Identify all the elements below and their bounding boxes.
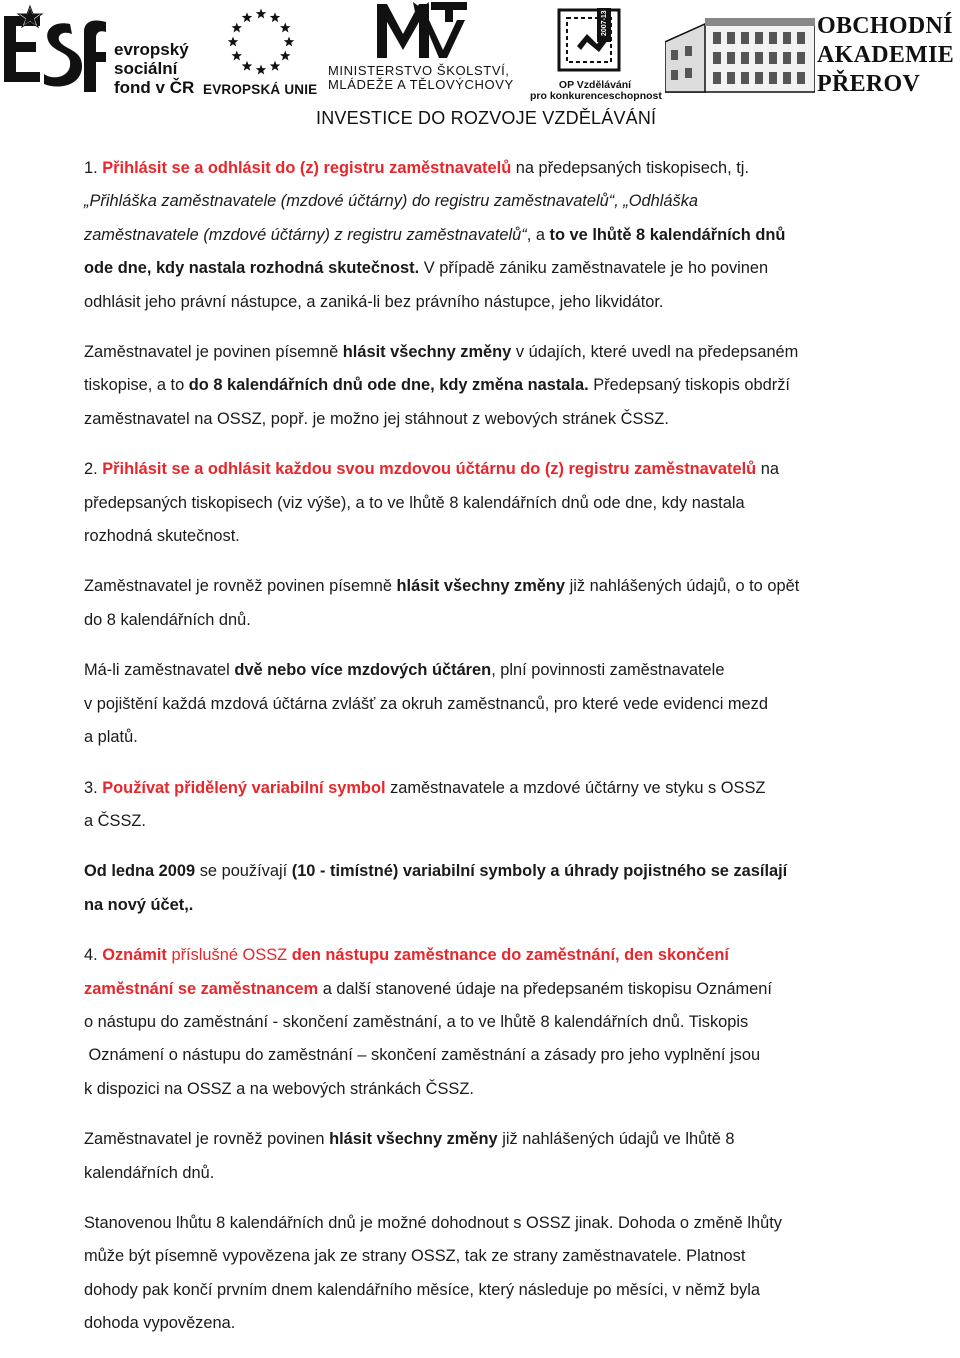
eu-star-icon xyxy=(284,37,294,47)
school-building-logo xyxy=(665,4,815,100)
text-line xyxy=(84,152,926,185)
bold-text: to ve lhůtě 8 kalendářních dnů xyxy=(549,225,786,244)
eu-star-icon xyxy=(270,12,280,22)
text-line: dohoda vypovězena. xyxy=(84,1314,236,1333)
eu-star-icon xyxy=(232,23,242,33)
text-line: Stanovenou lhůtu 8 kalendářních dnů je možné dohodnout s OSSZ jinak. Dohoda o změně lhůty xyxy=(84,1213,782,1232)
text-line xyxy=(84,369,926,402)
eu-star-icon xyxy=(256,9,266,19)
bold-text: dvě nebo více mzdových účtáren xyxy=(234,661,492,680)
list-number: 3. xyxy=(84,778,103,797)
eu-label: EVROPSKÁ UNIE xyxy=(203,82,318,97)
text-run: Zaměstnavatel je rovněž povinen xyxy=(84,1130,330,1149)
school-building-icon xyxy=(665,4,815,94)
msmt-line: MLÁDEŽE A TĚLOVÝCHOVY xyxy=(328,77,514,92)
eu-star-icon xyxy=(232,51,242,61)
text-run: se používají xyxy=(195,862,292,881)
text-line: dohody pak končí prvním dnem kalendářního měsíce, který následuje po měsíci, v němž byla xyxy=(84,1280,761,1299)
list-number: 1. xyxy=(84,159,103,177)
text-run: tiskopise, a to xyxy=(84,376,189,395)
text-line: rozhodná skutečnost. xyxy=(84,527,240,546)
op-line: OP Vzdělávání xyxy=(558,79,632,91)
list-number: 2. xyxy=(84,460,103,479)
text-line xyxy=(84,252,926,285)
eu-star-icon xyxy=(280,23,290,33)
text-run: již nahlášených údajů ve lhůtě 8 xyxy=(497,1130,735,1149)
esf-line: sociální xyxy=(114,59,178,78)
paragraph-10 xyxy=(84,1207,926,1341)
bold-text: Od ledna 2009 xyxy=(84,862,196,881)
paragraph-5 xyxy=(84,654,926,754)
msmt-monogram-icon xyxy=(373,0,469,60)
text-line: může být písemně vypovězena jak ze strany OSSZ, tak ze strany zaměstnavatele. Platnost xyxy=(84,1247,746,1266)
text-line: do 8 kalendářních dnů. xyxy=(84,610,251,629)
text-line xyxy=(84,855,926,888)
paragraph-4 xyxy=(84,570,926,637)
paragraph-6 xyxy=(84,772,926,839)
text-run: v údajích, které uvedl na předepsaném xyxy=(511,343,799,362)
text-line: v pojištění každá mzdová účtárna zvlášť za okruh zaměstnanců, pro které vede evidenci mezd xyxy=(84,694,768,713)
paragraph-3 xyxy=(84,453,926,553)
esf-text xyxy=(114,40,194,97)
school-name xyxy=(817,12,960,99)
text-line xyxy=(84,654,926,687)
text-run: a další stanovené údaje na předepsaném tiskopisu Oznámení xyxy=(318,979,772,998)
esf-mark-icon xyxy=(0,2,108,98)
paragraph-9 xyxy=(84,1123,926,1190)
highlight-text: den nástupu zaměstnance do zaměstnání, den skončení xyxy=(291,946,729,965)
bold-text: ode dne, kdy nastala rozhodná skutečnost. xyxy=(84,259,420,278)
bold-text: hlásit všechny změny xyxy=(396,577,566,596)
text-line xyxy=(84,570,926,603)
text-run: na xyxy=(756,460,779,479)
school-name-line: OBCHODNÍ xyxy=(817,13,953,39)
text-line: a ČSSZ. xyxy=(84,811,146,830)
op-logo xyxy=(527,6,662,102)
text-line xyxy=(84,219,926,252)
page-header xyxy=(0,0,960,140)
esf-line: evropský xyxy=(114,40,189,59)
esf-logo xyxy=(0,2,200,98)
header-tagline: INVESTICE DO ROZVOJE VZDĚLÁVÁNÍ xyxy=(316,108,657,128)
paragraph-1 xyxy=(84,152,926,319)
text-line xyxy=(84,453,926,486)
eu-stars-icon xyxy=(213,6,309,78)
text-run: V případě zániku zaměstnavatele je ho povinen xyxy=(419,259,769,278)
op-text xyxy=(530,80,660,102)
text-line: o nástupu do zaměstnání - skončení zaměstnání, a to ve lhůtě 8 kalendářních dnů. Tiskopis xyxy=(84,1012,749,1031)
text-line xyxy=(84,772,926,805)
highlight-text: Používat přidělený variabilní symbol xyxy=(102,778,386,797)
highlight-text: Přihlásit se a odhlásit každou svou mzdovou účtárnu do (z) registru zaměstnavatelů xyxy=(102,460,757,479)
text-line: odhlásit jeho právní nástupce, a zaniká-li bez právního nástupce, jeho likvidátor. xyxy=(84,292,664,311)
text-line xyxy=(84,973,926,1006)
highlight-plain-text: příslušné OSSZ xyxy=(166,946,292,965)
text-run: Zaměstnavatel je povinen písemně xyxy=(84,343,343,362)
text-line xyxy=(84,336,926,369)
paragraph-2 xyxy=(84,336,926,436)
text-line: zaměstnavatel na OSSZ, popř. je možno jej stáhnout z webových stránek ČSSZ. xyxy=(84,409,669,428)
highlight-text: Oznámit xyxy=(102,946,167,965)
document-body xyxy=(84,152,926,1358)
eu-star-icon xyxy=(242,61,252,71)
bold-text: hlásit všechny změny xyxy=(329,1130,498,1149)
eu-star-icon xyxy=(256,65,266,75)
text-line: k dispozici na OSSZ a na webových stránkách ČSSZ. xyxy=(84,1079,474,1098)
text-line xyxy=(84,1123,926,1156)
text-run: zaměstnavatele (mzdové účtárny) z registru zaměstnavatelů“ xyxy=(84,225,527,244)
text-line: předepsaných tiskopisech (viz výše), a to ve lhůtě 8 kalendářních dnů ode dne, kdy nastala xyxy=(84,493,745,512)
school-name-line: AKADEMIE xyxy=(817,42,955,68)
text-line: a platů. xyxy=(84,728,138,747)
text-run: zaměstnavatele a mzdové účtárny ve styku s OSSZ xyxy=(385,778,766,797)
text-run: , a xyxy=(526,225,550,244)
msmt-logo xyxy=(325,0,525,100)
op-emblem-icon xyxy=(557,6,629,76)
highlight-text: zaměstnání se zaměstnancem xyxy=(84,979,319,998)
msmt-text xyxy=(328,64,514,92)
text-line: Oznámení o nástupu do zaměstnání – skončení zaměstnání a zásady pro jeho vyplnění jsou xyxy=(84,1046,761,1065)
eu-star-icon xyxy=(270,61,280,71)
highlight-text: Přihlásit se a odhlásit do (z) registru zaměstnavatelů xyxy=(102,159,512,177)
op-line: pro konkurenceschopnost xyxy=(530,90,662,102)
bold-text: (10 - timístné) variabilní symboly a úhrady pojistného se zasílají xyxy=(291,862,788,881)
eu-star-icon xyxy=(242,12,252,22)
text-run: na předepsaných tiskopisech, tj. xyxy=(511,159,750,177)
eu-logo xyxy=(203,4,323,100)
text-run: Má-li zaměstnavatel xyxy=(84,661,235,680)
eu-star-icon xyxy=(280,51,290,61)
text-line: „Přihláška zaměstnavatele (mzdové účtárny) do registru zaměstnavatelů“, „Odhláška xyxy=(84,192,699,211)
text-run: Zaměstnavatel je rovněž povinen písemně xyxy=(84,577,397,596)
school-name-line: PŘEROV xyxy=(817,71,921,97)
msmt-line: MINISTERSTVO ŠKOLSTVÍ, xyxy=(328,63,510,78)
bold-text: do 8 kalendářních dnů ode dne, kdy změna nastala. xyxy=(188,376,589,395)
op-badge: 2007-13 xyxy=(601,10,608,36)
esf-line: fond v ČR xyxy=(114,78,195,97)
text-line: kalendářních dnů. xyxy=(84,1163,215,1182)
text-run: Předepsaný tiskopis obdrží xyxy=(588,376,790,395)
paragraph-8 xyxy=(84,939,926,1106)
text-run: , plní povinnosti zaměstnavatele xyxy=(491,661,725,680)
eu-star-icon xyxy=(228,37,238,47)
text-line xyxy=(84,939,926,972)
bold-text: hlásit všechny změny xyxy=(342,343,512,362)
paragraph-7 xyxy=(84,855,926,922)
text-run: již nahlášených údajů, o to opět xyxy=(565,577,800,596)
text-line: na nový účet,. xyxy=(84,895,194,914)
list-number: 4. xyxy=(84,946,103,965)
